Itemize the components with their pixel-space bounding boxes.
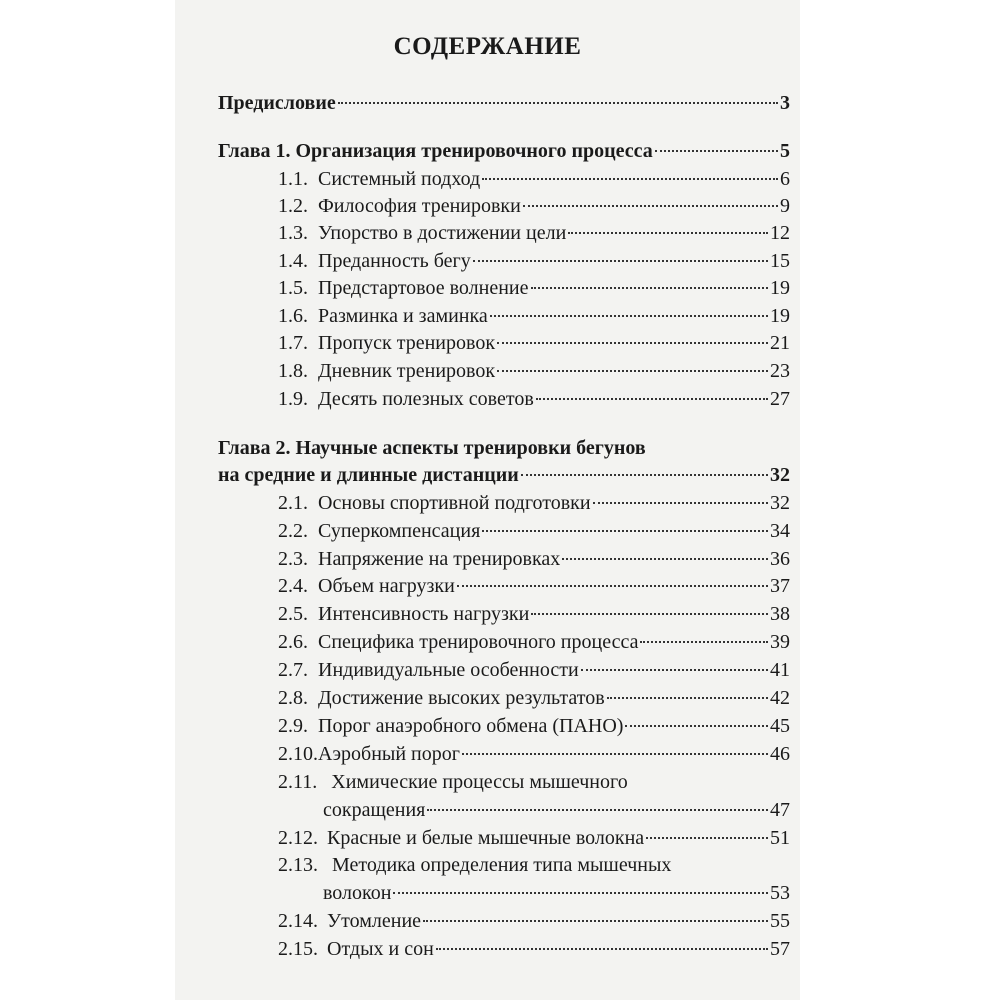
dot-leader bbox=[607, 697, 768, 699]
toc-entry bbox=[278, 630, 790, 654]
entry-page: 19 bbox=[770, 305, 790, 327]
toc-entry bbox=[278, 602, 790, 626]
entry-number: 1.3. bbox=[278, 222, 308, 244]
toc-entry-preface bbox=[218, 91, 790, 115]
entry-label: Предисловие bbox=[218, 92, 336, 114]
dot-leader bbox=[568, 232, 768, 234]
entry-label: Достижение высоких результатов bbox=[318, 687, 605, 709]
entry-number: 2.8. bbox=[278, 687, 308, 709]
toc-entry bbox=[278, 937, 790, 961]
toc-entry bbox=[278, 304, 790, 328]
dot-leader bbox=[482, 530, 768, 532]
toc-entry bbox=[278, 359, 790, 383]
entry-number: 2.11. bbox=[278, 771, 318, 793]
entry-page: 23 bbox=[770, 360, 790, 382]
dot-leader bbox=[523, 205, 778, 207]
entry-number: 1.8. bbox=[278, 360, 308, 382]
entry-label: сокращения bbox=[323, 799, 426, 821]
entry-number: 2.12. bbox=[278, 827, 318, 849]
dot-leader bbox=[338, 102, 778, 104]
dot-leader bbox=[490, 315, 768, 317]
dot-leader bbox=[655, 150, 778, 152]
entry-label: Дневник тренировок bbox=[318, 360, 496, 382]
toc-entry bbox=[278, 276, 790, 300]
entry-page: 21 bbox=[770, 332, 790, 354]
entry-page: 3 bbox=[780, 92, 790, 114]
toc-entry bbox=[278, 194, 790, 218]
entry-label: Специфика тренировочного процесса bbox=[318, 631, 639, 653]
dot-leader bbox=[393, 892, 768, 894]
entry-number: 1.7. bbox=[278, 332, 308, 354]
dot-leader bbox=[462, 753, 768, 755]
entry-number: 2.5. bbox=[278, 603, 308, 625]
entry-page: 27 bbox=[770, 388, 790, 410]
dot-leader bbox=[640, 641, 768, 643]
dot-leader bbox=[625, 725, 768, 727]
entry-page: 47 bbox=[770, 799, 790, 821]
entry-page: 41 bbox=[770, 659, 790, 681]
entry-label: Философия тренировки bbox=[318, 195, 521, 217]
toc-entry bbox=[323, 798, 790, 822]
toc-entry bbox=[278, 167, 790, 191]
entry-page: 57 bbox=[770, 938, 790, 960]
entry-label: Интенсивность нагрузки bbox=[318, 603, 530, 625]
entry-page: 32 bbox=[770, 464, 790, 486]
entry-page: 12 bbox=[770, 222, 790, 244]
entry-number: 1.9. bbox=[278, 388, 308, 410]
entry-number: 2.4. bbox=[278, 575, 308, 597]
entry-number: 2.2. bbox=[278, 520, 308, 542]
entry-page: 19 bbox=[770, 277, 790, 299]
dot-leader bbox=[497, 370, 768, 372]
entry-label: Суперкомпенсация bbox=[318, 520, 481, 542]
toc-entry bbox=[278, 249, 790, 273]
entry-page: 34 bbox=[770, 520, 790, 542]
entry-page: 42 bbox=[770, 687, 790, 709]
toc-entry-chapter-2 bbox=[218, 463, 790, 487]
dot-leader bbox=[531, 287, 769, 289]
entry-label: на средние и длинные дистанции bbox=[218, 464, 519, 486]
toc-entry-chapter-1 bbox=[218, 139, 790, 163]
toc-entry bbox=[278, 221, 790, 245]
entry-number: 1.5. bbox=[278, 277, 308, 299]
entry-label: Порог анаэробного обмена (ПАНО) bbox=[318, 715, 624, 737]
entry-page: 38 bbox=[770, 603, 790, 625]
toc-entry bbox=[278, 491, 790, 515]
toc-entry bbox=[278, 714, 790, 738]
dot-leader bbox=[436, 948, 768, 950]
toc-entry-line-1 bbox=[278, 853, 671, 877]
entry-label: Объем нагрузки bbox=[318, 575, 455, 597]
toc-entry bbox=[278, 686, 790, 710]
chapter-2-title-line-1: Глава 2. Научные аспекты тренировки бегунов bbox=[218, 437, 646, 459]
entry-page: 53 bbox=[770, 882, 790, 904]
dot-leader bbox=[423, 920, 768, 922]
entry-label: Аэробный порог bbox=[318, 743, 460, 765]
dot-leader bbox=[581, 669, 768, 671]
entry-label: Глава 1. Организация тренировочного процесса bbox=[218, 140, 653, 162]
dot-leader bbox=[521, 474, 768, 476]
entry-label: Утомление bbox=[327, 910, 422, 932]
entry-page: 5 bbox=[780, 140, 790, 162]
entry-label: Отдых и сон bbox=[327, 938, 434, 960]
entry-label: волокон bbox=[323, 882, 392, 904]
entry-number: 2.14. bbox=[278, 910, 318, 932]
entry-number: 2.7. bbox=[278, 659, 308, 681]
toc-entry bbox=[323, 881, 790, 905]
toc-entry bbox=[278, 331, 790, 355]
entry-label: Индивидуальные особенности bbox=[318, 659, 579, 681]
toc-entry bbox=[278, 658, 790, 682]
toc-entry bbox=[278, 519, 790, 543]
entry-page: 45 bbox=[770, 715, 790, 737]
entry-label: Красные и белые мышечные волокна bbox=[327, 827, 645, 849]
dot-leader bbox=[536, 398, 768, 400]
entry-label: Преданность бегу bbox=[318, 250, 471, 272]
entry-page: 46 bbox=[770, 743, 790, 765]
entry-label: Основы спортивной подготовки bbox=[318, 492, 591, 514]
dot-leader bbox=[562, 558, 768, 560]
entry-page: 37 bbox=[770, 575, 790, 597]
toc-entry bbox=[278, 387, 790, 411]
entry-number: 1.1. bbox=[278, 168, 308, 190]
entry-label: Методика определения типа мышечных bbox=[332, 854, 672, 876]
entry-number: 1.6. bbox=[278, 305, 308, 327]
entry-page: 32 bbox=[770, 492, 790, 514]
toc-entry-line-1 bbox=[278, 770, 628, 794]
toc-entry bbox=[278, 742, 790, 766]
entry-page: 51 bbox=[770, 827, 790, 849]
entry-label: Напряжение на тренировках bbox=[318, 548, 561, 570]
dot-leader bbox=[593, 502, 768, 504]
entry-label: Системный подход bbox=[318, 168, 481, 190]
entry-number: 2.1. bbox=[278, 492, 308, 514]
entry-page: 6 bbox=[780, 168, 790, 190]
entry-label: Разминка и заминка bbox=[318, 305, 488, 327]
dot-leader bbox=[457, 585, 768, 587]
entry-page: 36 bbox=[770, 548, 790, 570]
toc-entry bbox=[278, 547, 790, 571]
table-of-contents bbox=[175, 0, 800, 1000]
entry-number: 2.9. bbox=[278, 715, 308, 737]
entry-page: 39 bbox=[770, 631, 790, 653]
entry-number: 2.10. bbox=[278, 743, 318, 765]
toc-entry bbox=[278, 574, 790, 598]
entry-label: Десять полезных советов bbox=[318, 388, 534, 410]
entry-number: 2.6. bbox=[278, 631, 308, 653]
dot-leader bbox=[482, 178, 778, 180]
entry-number: 2.3. bbox=[278, 548, 308, 570]
entry-page: 15 bbox=[770, 250, 790, 272]
entry-label: Химические процессы мышечного bbox=[331, 771, 628, 793]
entry-page: 9 bbox=[780, 195, 790, 217]
dot-leader bbox=[427, 809, 768, 811]
entry-number: 1.4. bbox=[278, 250, 308, 272]
dot-leader bbox=[497, 342, 768, 344]
entry-page: 55 bbox=[770, 910, 790, 932]
page-title: СОДЕРЖАНИЕ bbox=[393, 33, 582, 60]
entry-number: 2.13. bbox=[278, 854, 318, 876]
book-page bbox=[175, 0, 800, 1000]
entry-label: Предстартовое волнение bbox=[318, 277, 529, 299]
toc-entry bbox=[278, 909, 790, 933]
dot-leader bbox=[531, 613, 768, 615]
entry-number: 1.2. bbox=[278, 195, 308, 217]
dot-leader bbox=[473, 260, 768, 262]
toc-entry bbox=[278, 826, 790, 850]
dot-leader bbox=[646, 837, 768, 839]
entry-number: 2.15. bbox=[278, 938, 318, 960]
entry-label: Упорство в достижении цели bbox=[318, 222, 567, 244]
entry-label: Пропуск тренировок bbox=[318, 332, 496, 354]
